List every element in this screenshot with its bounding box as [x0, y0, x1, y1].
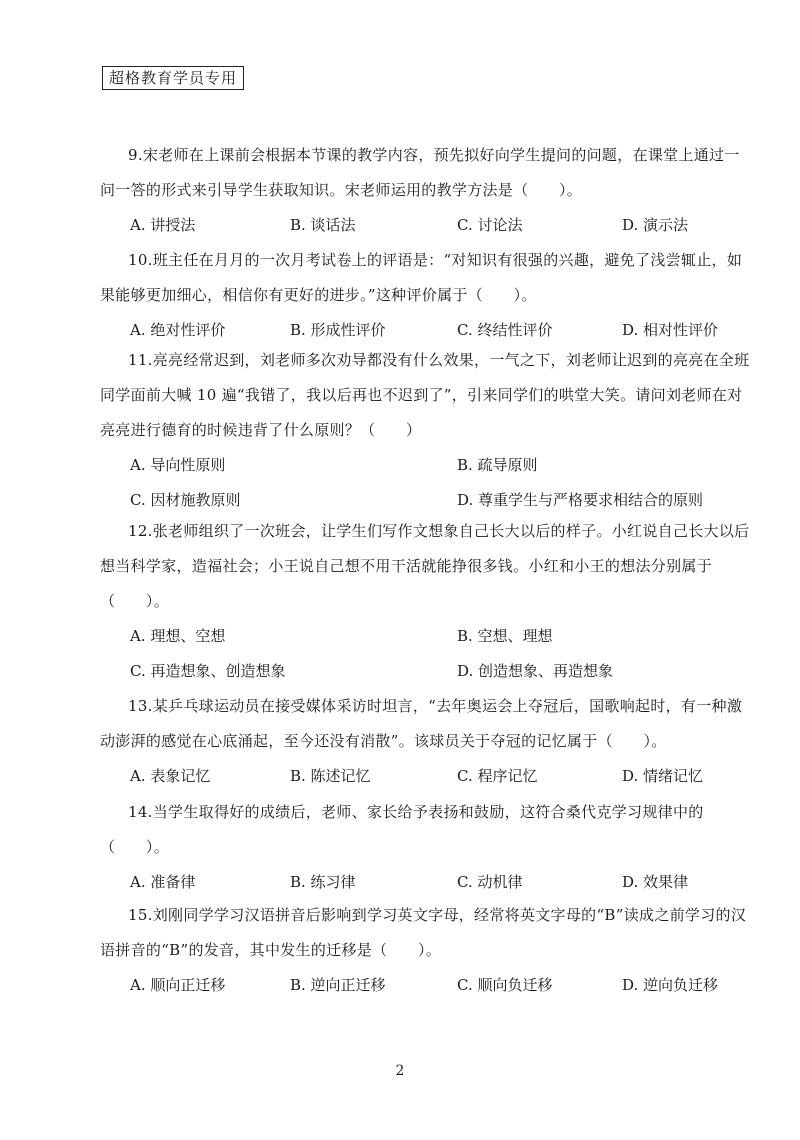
question-14 [100, 795, 750, 900]
option-b: B. 形成性评价 [290, 321, 386, 339]
question-stem: 13.某乒乓球运动员在接受媒体采访时坦言，“去年奥运会上夺冠后，国歌响起时，有一种激动澎湃的感觉在心底涌起，至今还没有消散”。该球员关于夺冠的记忆属于（ ）。 [100, 697, 743, 750]
option-c: C. 顺向负迁移 [457, 976, 553, 994]
option-a: A. 表象记忆 [130, 767, 211, 785]
question-stem: 9.宋老师在上课前会根据本节课的教学内容，预先拟好向学生提问的问题，在课堂上通过一问一答的形式来引导学生获取知识。宋老师运用的教学方法是（ ）。 [100, 146, 740, 199]
option-a: A. 顺向正迁移 [130, 976, 226, 994]
question-13 [100, 689, 750, 794]
option-c: C. 终结性评价 [457, 321, 553, 339]
option-d: D. 演示法 [622, 216, 689, 234]
question-stem: 12.张老师组织了一次班会，让学生们写作文想象自己长大以后的样子。小红说自己长大以后想当科学家，造福社会；小王说自己想不用干活就能挣很多钱。小红和小王的想法分别属于（ ）。 [100, 522, 750, 610]
option-row [100, 759, 750, 794]
option-a: A. 导向性原则 [130, 456, 226, 474]
question-11 [100, 343, 750, 518]
option-c: C. 再造想象、创造想象 [130, 662, 286, 680]
option-d: D. 逆向负迁移 [622, 976, 719, 994]
option-c: C. 因材施教原则 [130, 491, 241, 509]
question-9 [100, 138, 750, 243]
option-d: D. 相对性评价 [622, 321, 719, 339]
option-b: B. 练习律 [290, 873, 356, 891]
header-label: 超格教育学员专用 [102, 66, 244, 90]
option-a: A. 讲授法 [130, 216, 196, 234]
option-c: C. 程序记忆 [457, 767, 538, 785]
question-10 [100, 243, 750, 348]
option-b: B. 疏导原则 [457, 456, 538, 474]
option-b: B. 逆向正迁移 [290, 976, 386, 994]
option-row [100, 448, 750, 483]
option-b: B. 谈话法 [290, 216, 356, 234]
question-12 [100, 514, 750, 689]
page-number: 2 [395, 1063, 405, 1079]
option-b: B. 陈述记忆 [290, 767, 371, 785]
question-15 [100, 898, 750, 1003]
option-row [100, 483, 750, 518]
option-d: D. 情绪记忆 [622, 767, 704, 785]
option-b: B. 空想、理想 [457, 627, 553, 645]
question-stem: 15.刘刚同学学习汉语拼音后影响到学习英文字母，经常将英文字母的“B”读成之前学习的汉语拼音的“B”的发音，其中发生的迁移是（ ）。 [100, 906, 747, 959]
question-stem: 10.班主任在月月的一次月考试卷上的评语是：“对知识有很强的兴趣，避免了浅尝辄止，如果能够更加细心，相信你有更好的进步。”这种评价属于（ ）。 [100, 251, 743, 304]
option-a: A. 绝对性评价 [130, 321, 226, 339]
option-row [100, 968, 750, 1003]
option-a: A. 理想、空想 [130, 627, 226, 645]
option-c: C. 动机律 [457, 873, 523, 891]
option-c: C. 讨论法 [457, 216, 523, 234]
option-d: D. 尊重学生与严格要求相结合的原则 [457, 491, 704, 509]
option-row [100, 208, 750, 243]
option-d: D. 效果律 [622, 873, 689, 891]
option-row [100, 619, 750, 654]
question-stem: 11.亮亮经常迟到，刘老师多次劝导都没有什么效果，一气之下，刘老师让迟到的亮亮在全班同学面前大喊 10 遍“我错了，我以后再也不迟到了”，引来同学们的哄堂大笑。请问刘老师在对亮亮进行德育的时候违背了什么原则？（ ） [100, 351, 750, 439]
option-a: A. 准备律 [130, 873, 196, 891]
option-d: D. 创造想象、再造想象 [457, 662, 614, 680]
question-stem: 14.当学生取得好的成绩后，老师、家长给予表扬和鼓励，这符合桑代克学习规律中的（ ）。 [100, 803, 704, 856]
option-row [100, 865, 750, 900]
option-row [100, 654, 750, 689]
